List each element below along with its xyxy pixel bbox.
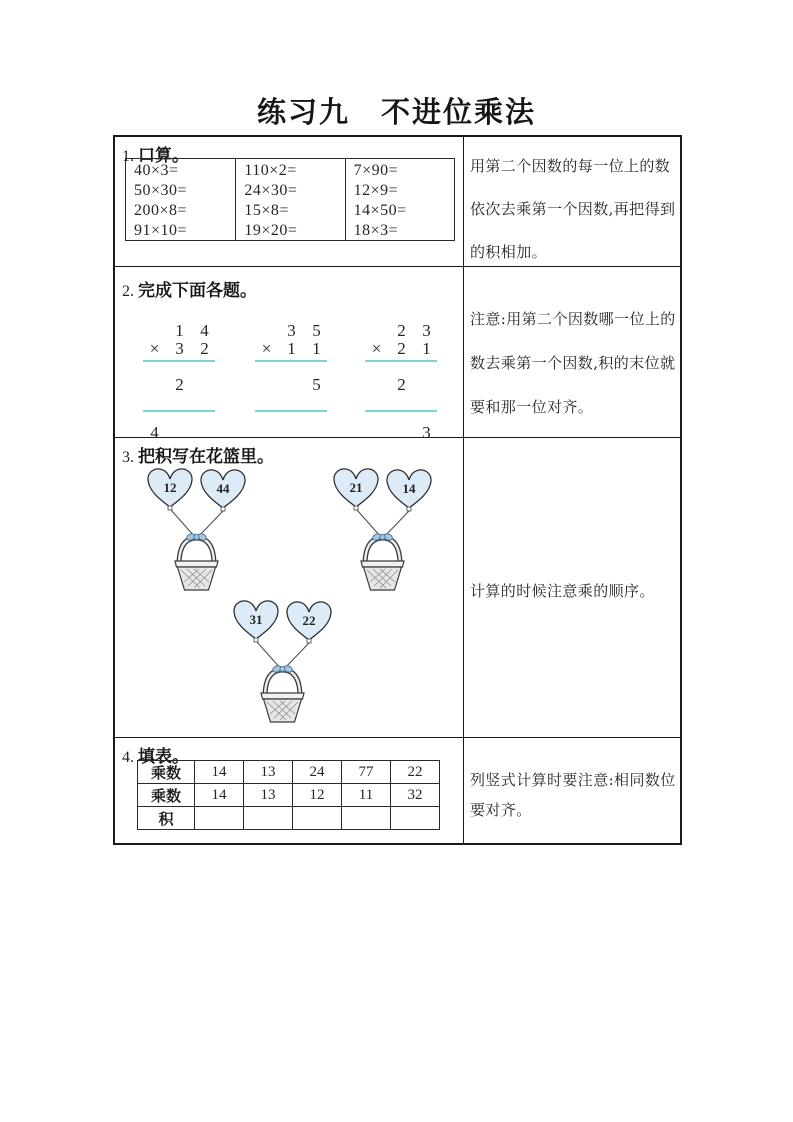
row-divider	[115, 737, 680, 738]
oral-calc-problem: 15×8=	[244, 202, 289, 219]
digit: 3	[175, 339, 184, 358]
heart-balloon-icon	[201, 470, 245, 511]
oral-calc-problem: 14×50=	[353, 202, 407, 219]
balloon-string	[284, 643, 309, 669]
vertical-multiplication	[142, 314, 220, 442]
balloon-basket-group	[228, 594, 338, 726]
partial-product-row	[364, 368, 442, 394]
result-row	[254, 416, 332, 438]
factor-row	[142, 314, 220, 340]
multiplier-row	[254, 338, 332, 360]
table-cell-empty	[195, 807, 244, 830]
table-cell: 11	[342, 784, 391, 807]
digit: 3	[422, 423, 431, 442]
table-row	[138, 807, 440, 830]
table-row	[138, 761, 440, 784]
table-cell: 14	[195, 761, 244, 784]
answer-line	[365, 360, 437, 362]
vertical-multiplication	[364, 314, 442, 442]
partial-product-row	[142, 368, 220, 394]
section-title: 口算。	[138, 146, 189, 166]
answer-line	[143, 410, 215, 412]
note-text: 注意:用第二个因数哪一位上的数去乘第一个因数,积的末位就要和那一位对齐。	[470, 310, 676, 416]
digit	[254, 416, 279, 438]
digit: 2	[200, 339, 209, 358]
digit	[142, 368, 167, 390]
oral-calc-problem: 200×8=	[134, 202, 188, 219]
digit: 1	[312, 339, 321, 358]
digit: 5	[312, 321, 321, 340]
partial-product-row	[254, 368, 332, 394]
balloon-number: 22	[302, 613, 316, 628]
section-title: 完成下面各题。	[138, 281, 257, 301]
digit	[192, 368, 217, 390]
balloon-number: 44	[216, 481, 230, 496]
oral-calc-problem: 40×3=	[134, 162, 179, 179]
answer-line	[255, 410, 327, 412]
note-text: 列竖式计算时要注意:相同数位要对齐。	[470, 771, 676, 819]
oral-calc-problem: 110×2=	[244, 162, 297, 179]
table-cell-empty	[342, 807, 391, 830]
table-cell: 12	[293, 784, 342, 807]
oral-calc-column	[235, 159, 344, 240]
digit: 4	[200, 321, 209, 340]
answer-line	[143, 360, 215, 362]
fill-table	[137, 760, 440, 830]
oral-calc-problem: 18×3=	[353, 222, 399, 239]
factor-row	[364, 314, 442, 340]
balloon-string	[171, 510, 195, 537]
digit	[389, 416, 414, 438]
digit: 3	[287, 321, 296, 340]
oral-calc-problem: 50×30=	[134, 182, 188, 199]
digit	[279, 416, 304, 438]
balloon-basket-drawing	[228, 594, 338, 726]
digit	[192, 416, 217, 438]
section-number: 2.	[122, 283, 134, 300]
row-header: 乘数	[138, 761, 195, 784]
balloon-basket-drawing	[328, 462, 438, 594]
oral-calc-problem: 24×30=	[244, 182, 298, 199]
worksheet-grid	[113, 135, 682, 845]
basket-icon	[175, 533, 218, 590]
row-header: 积	[138, 807, 195, 830]
heart-balloon-icon	[387, 470, 431, 511]
digit: 1	[175, 321, 184, 340]
table-cell: 77	[342, 761, 391, 784]
section-number: 1.	[122, 148, 134, 165]
balloon-basket-group	[142, 462, 252, 594]
section-number: 4.	[122, 749, 134, 766]
digit: 5	[312, 375, 321, 394]
oral-calc-problem: 7×90=	[353, 162, 399, 179]
multiplier-row	[364, 338, 442, 360]
balloon-string	[357, 510, 381, 537]
table-cell: 32	[391, 784, 440, 807]
factor-row	[254, 314, 332, 340]
times-sign: ×	[261, 339, 272, 358]
digit	[364, 368, 389, 390]
balloon-string	[198, 511, 223, 537]
times-sign: ×	[371, 339, 382, 358]
heart-balloon-icon	[287, 602, 331, 643]
multiplier-row	[142, 338, 220, 360]
table-row	[138, 784, 440, 807]
digit: 3	[422, 321, 431, 340]
table-cell: 13	[244, 761, 293, 784]
times-sign: ×	[149, 339, 160, 358]
balloon-number: 12	[163, 480, 177, 495]
digit: 1	[287, 339, 296, 358]
balloon-basket-group	[328, 462, 438, 594]
oral-calc-column	[345, 159, 454, 240]
digit: 2	[175, 375, 184, 394]
note-text: 用第二个因数的每一位上的数依次去乘第一个因数,再把得到的积相加。	[470, 157, 676, 261]
result-row	[142, 416, 220, 442]
digit: 4	[150, 423, 159, 442]
balloon-number: 31	[249, 612, 263, 627]
basket-icon	[361, 533, 404, 590]
digit: 2	[397, 375, 406, 394]
oral-calc-problem: 12×9=	[353, 182, 399, 199]
digit	[167, 416, 192, 438]
digit	[254, 368, 279, 390]
digit	[279, 368, 304, 390]
heart-balloon-icon	[234, 601, 278, 642]
table-cell: 13	[244, 784, 293, 807]
note-text: 计算的时候注意乘的顺序。	[470, 582, 655, 600]
digit	[364, 416, 389, 438]
digit: 2	[397, 321, 406, 340]
notes-column-divider	[463, 137, 464, 843]
table-cell: 22	[391, 761, 440, 784]
digit	[304, 416, 329, 438]
section-2-label	[122, 276, 257, 301]
basket-icon	[261, 665, 304, 722]
balloon-string	[257, 642, 281, 669]
section-number: 3.	[122, 449, 134, 466]
oral-calc-table	[125, 158, 455, 241]
answer-line	[255, 360, 327, 362]
heart-balloon-icon	[148, 469, 192, 510]
page-title: 练习九 不进位乘法	[256, 95, 536, 129]
balloon-number: 21	[349, 480, 363, 495]
table-cell: 24	[293, 761, 342, 784]
table-cell-empty	[293, 807, 342, 830]
result-row	[364, 416, 442, 442]
vertical-multiplication	[254, 314, 332, 442]
heart-balloon-icon	[334, 469, 378, 510]
table-cell-empty	[244, 807, 293, 830]
oral-calc-problem: 19×20=	[244, 222, 298, 239]
table-cell: 14	[195, 784, 244, 807]
row-header: 乘数	[138, 784, 195, 807]
digit: 2	[397, 339, 406, 358]
oral-calc-column	[126, 159, 235, 240]
oral-calc-problem: 91×10=	[134, 222, 188, 239]
table-cell-empty	[391, 807, 440, 830]
balloon-basket-drawing	[142, 462, 252, 594]
section-title: 把积写在花篮里。	[138, 447, 274, 467]
answer-line	[365, 410, 437, 412]
digit: 1	[422, 339, 431, 358]
balloon-number: 14	[402, 481, 416, 496]
section-title: 填表。	[138, 747, 189, 767]
balloon-string	[384, 511, 409, 537]
digit	[414, 368, 439, 390]
